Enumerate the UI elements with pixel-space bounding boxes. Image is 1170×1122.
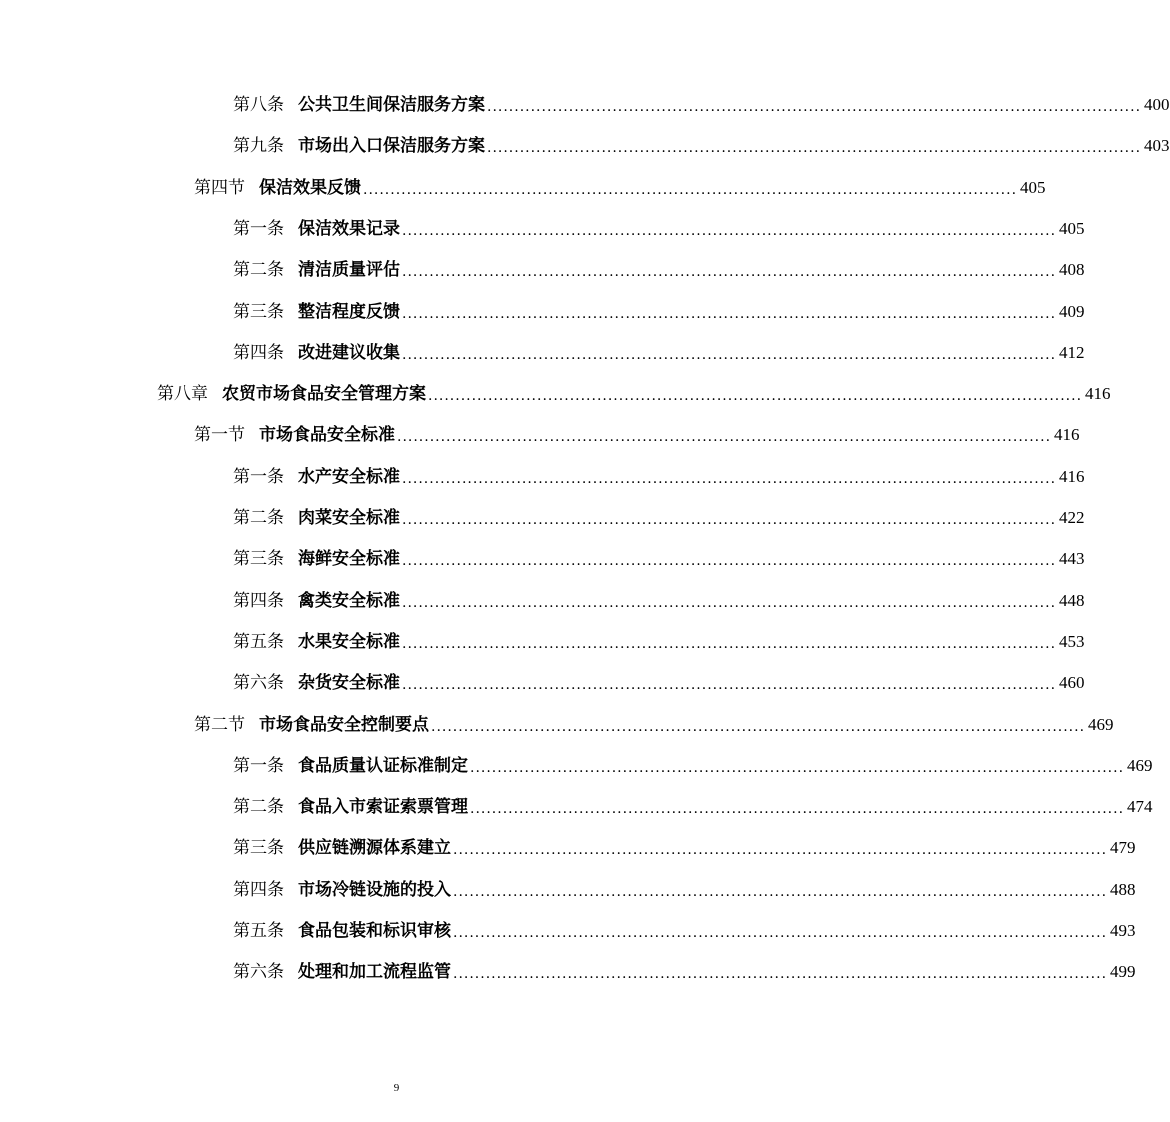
toc-dot-leader: ........................................................................................................................ [453,884,1108,900]
toc-entry-number: 第四条 [233,880,284,900]
toc-entry[interactable] [233,214,1085,244]
toc-entry-page: 499 [1110,962,1136,981]
toc-dot-leader: ........................................................................................................................ [402,264,1057,280]
toc-entry-title: 市场食品安全标准 [259,425,395,445]
toc-entry-title: 肉菜安全标准 [298,508,400,528]
toc-dot-leader: ........................................................................................................................ [397,429,1052,445]
toc-entry-number: 第五条 [233,632,284,652]
toc-dot-leader: ........................................................................................................................ [402,512,1057,528]
toc-entry-page: 422 [1059,508,1085,527]
toc-dot-leader: ........................................................................................................................ [470,760,1125,776]
toc-entry-title: 市场食品安全控制要点 [259,715,429,735]
toc-entry-number: 第四条 [233,591,284,611]
toc-entry-title: 水果安全标准 [298,632,400,652]
toc-entry-page: 416 [1054,425,1080,444]
toc-entry[interactable] [194,420,1080,450]
toc-entry-title: 市场冷链设施的投入 [298,880,451,900]
toc-entry-title: 食品质量认证标准制定 [298,756,468,776]
toc-entry-page: 416 [1085,384,1111,403]
toc-entry[interactable] [157,379,1111,409]
toc-entry-page: 479 [1110,838,1136,857]
toc-entry-number: 第四节 [194,178,245,198]
toc-entry[interactable] [233,833,1136,863]
toc-dot-leader: ........................................................................................................................ [453,925,1108,941]
toc-entry[interactable] [233,916,1136,946]
toc-entry-number: 第二条 [233,797,284,817]
toc-entry-page: 409 [1059,302,1085,321]
toc-entry-title: 清洁质量评估 [298,260,400,280]
toc-entry-title: 农贸市场食品安全管理方案 [222,384,426,404]
toc-entry[interactable] [233,255,1085,285]
toc-entry-number: 第九条 [233,136,284,156]
toc-entry-title: 处理和加工流程监管 [298,962,451,982]
toc-entry-page: 400 [1144,95,1170,114]
toc-entry[interactable] [194,710,1114,740]
toc-entry-title: 禽类安全标准 [298,591,400,611]
toc-entry[interactable] [233,668,1085,698]
toc-entry-page: 412 [1059,343,1085,362]
toc-entry-number: 第六条 [233,962,284,982]
toc-entry-title: 保洁效果记录 [298,219,400,239]
toc-entry-page: 408 [1059,260,1085,279]
toc-entry-number: 第二条 [233,508,284,528]
toc-dot-leader: ........................................................................................................................ [363,182,1018,198]
toc-entry-page: 488 [1110,880,1136,899]
toc-dot-leader: ........................................................................................................................ [453,842,1108,858]
toc-entry-title: 杂货安全标准 [298,673,400,693]
toc-entry-title: 改进建议收集 [298,343,400,363]
toc-dot-leader: ........................................................................................................................ [487,99,1142,115]
toc-entry[interactable] [233,544,1085,574]
toc-dot-leader: ........................................................................................................................ [402,553,1057,569]
toc-entry-page: 416 [1059,467,1085,486]
toc-entry-page: 405 [1020,178,1046,197]
toc-entry-page: 469 [1127,756,1153,775]
toc-dot-leader: ........................................................................................................................ [402,636,1057,652]
toc-dot-leader: ........................................................................................................................ [402,471,1057,487]
toc-dot-leader: ........................................................................................................................ [431,719,1086,735]
toc-entry[interactable] [233,875,1136,905]
toc-entry-page: 453 [1059,632,1085,651]
toc-dot-leader: ........................................................................................................................ [453,966,1108,982]
toc-entry-title: 水产安全标准 [298,467,400,487]
toc-entry[interactable] [233,131,1170,161]
toc-entry-number: 第二节 [194,715,245,735]
toc-entry-page: 469 [1088,715,1114,734]
toc-entry-number: 第三条 [233,838,284,858]
toc-entry[interactable] [233,338,1085,368]
toc-dot-leader: ........................................................................................................................ [402,677,1057,693]
toc-entry-title: 食品包装和标识审核 [298,921,451,941]
page-number: 9 [393,1082,400,1094]
toc-entry[interactable] [233,503,1085,533]
toc-entry-page: 460 [1059,673,1085,692]
toc-dot-leader: ........................................................................................................................ [402,347,1057,363]
toc-entry-title: 食品入市索证索票管理 [298,797,468,817]
toc-entry-page: 443 [1059,549,1085,568]
toc-entry-number: 第八章 [157,384,208,404]
toc-entry-title: 保洁效果反馈 [259,178,361,198]
toc-entry-page: 403 [1144,136,1170,155]
toc-dot-leader: ........................................................................................................................ [428,388,1083,404]
toc-entry-title: 公共卫生间保洁服务方案 [298,95,485,115]
toc-entry-page: 493 [1110,921,1136,940]
toc-dot-leader: ........................................................................................................................ [470,801,1125,817]
toc-entry-title: 海鲜安全标准 [298,549,400,569]
toc-entry-number: 第一条 [233,756,284,776]
toc-entry-title: 供应链溯源体系建立 [298,838,451,858]
toc-entry[interactable] [233,627,1085,657]
toc-entry-number: 第五条 [233,921,284,941]
toc-entry-number: 第一节 [194,425,245,445]
toc-dot-leader: ........................................................................................................................ [402,595,1057,611]
toc-entry-page: 474 [1127,797,1153,816]
toc-entry-number: 第一条 [233,219,284,239]
toc-dot-leader: ........................................................................................................................ [402,223,1057,239]
toc-dot-leader: ........................................................................................................................ [487,140,1142,156]
toc-entry-number: 第一条 [233,467,284,487]
toc-entry[interactable] [233,751,1153,781]
toc-entry-title: 整洁程度反馈 [298,302,400,322]
toc-entry-number: 第六条 [233,673,284,693]
toc-entry-title: 市场出入口保洁服务方案 [298,136,485,156]
toc-entry[interactable] [233,586,1085,616]
toc-entry[interactable] [233,957,1136,987]
toc-entry-number: 第三条 [233,302,284,322]
toc-entry[interactable] [233,90,1170,120]
toc-dot-leader: ........................................................................................................................ [402,306,1057,322]
toc-entry[interactable] [233,792,1153,822]
toc-entry[interactable] [194,173,1046,203]
toc-entry-number: 第四条 [233,343,284,363]
toc-entry[interactable] [233,462,1085,492]
toc-entry-page: 405 [1059,219,1085,238]
toc-entry-number: 第二条 [233,260,284,280]
toc-entry-number: 第八条 [233,95,284,115]
toc-entry-number: 第三条 [233,549,284,569]
toc-entry-page: 448 [1059,591,1085,610]
toc-entry[interactable] [233,297,1085,327]
